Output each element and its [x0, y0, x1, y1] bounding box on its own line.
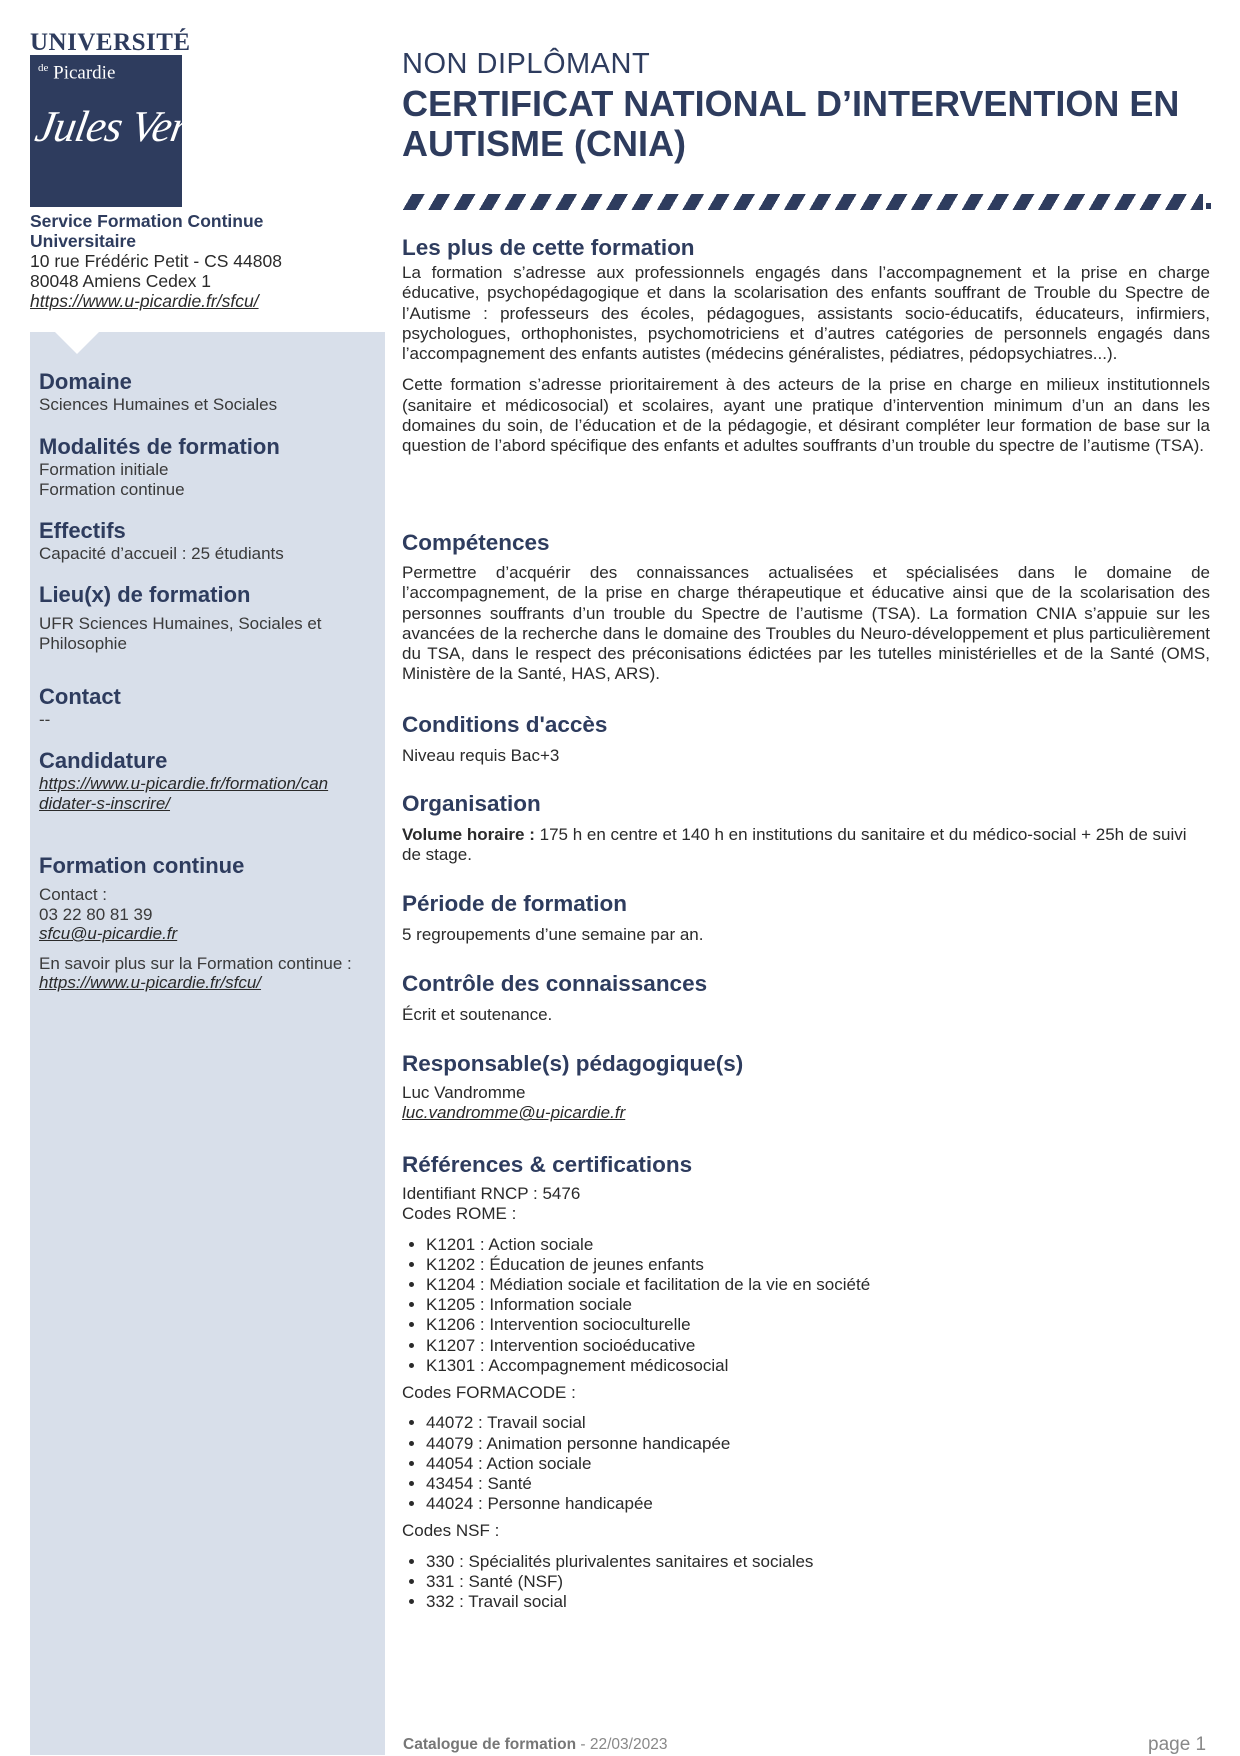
fc-email-link[interactable]: sfcu@u-picardie.fr — [39, 924, 178, 943]
sidebar-lieux — [39, 582, 369, 653]
section-plus — [402, 234, 1210, 457]
lieux-heading: Lieu(x) de formation — [39, 582, 251, 607]
competences-paragraph: Permettre d’acquérir des connaissances actualisées et spécialisées dans le domaine de l’accompagnement, de la prise en charge thérapeutique et éducative ainsi que de la scolarisation des personnes souffrants d’un trouble du Spectre de l’autisme (TSA). La formation CNIA s’appuie sur les avancées de la recherche dans le domaine des Troubles du Neuro-développement et plus particulièrement du TSA, dans le respect des préconisations édictées par les tutelles ministérielles et de la Santé (OMS, Ministère de la Santé, HAS, ARS). — [402, 563, 1210, 684]
section-responsables — [402, 1050, 1210, 1124]
nsf-label: Codes NSF : — [402, 1521, 500, 1541]
address-street: 10 rue Frédéric Petit - CS 44808 — [30, 251, 282, 271]
conditions-text: Niveau requis Bac+3 — [402, 746, 560, 765]
modalite-item: Formation continue — [39, 479, 185, 499]
sidebar-candidature — [39, 748, 369, 813]
controle-heading: Contrôle des connaissances — [402, 971, 708, 996]
address-city: 80048 Amiens Cedex 1 — [30, 271, 211, 291]
list-item: • 332 : Travail social — [426, 1592, 1210, 1612]
candidature-link[interactable]: https://www.u-picardie.fr/formation/candidater-s-inscrire/ — [39, 774, 329, 813]
footer-catalogue — [403, 1736, 667, 1754]
references-heading: Références & certifications — [402, 1152, 693, 1177]
sidebar-formation-continue — [39, 853, 369, 993]
rome-label: Codes ROME : — [402, 1204, 517, 1224]
responsable-email-link[interactable]: luc.vandromme@u-picardie.fr — [402, 1103, 626, 1123]
periode-text: 5 regroupements d’une semaine par an. — [402, 925, 704, 944]
section-conditions — [402, 711, 1210, 766]
logo-signature: Jules Verne — [31, 102, 232, 151]
section-references — [402, 1151, 1210, 1612]
responsable-name: Luc Vandromme — [402, 1083, 526, 1102]
stripe-end-mark — [1206, 203, 1211, 209]
section-periode — [402, 890, 1210, 945]
effectifs-value: Capacité d’accueil : 25 étudiants — [39, 544, 284, 563]
plus-paragraph-2: Cette formation s’adresse prioritairement à des acteurs de la prise en charge en milieux institutionnels (sanitaire et médicosocial) et scolaires, ayant une pratique d’intervention minimum d’un an dans les domaines du soin, de l’éducation et de la pédagogie, et désirant compléter leur formation de base sur la question de l’abord spécifique des enfants et adultes souffrants d’un trouble du spectre de l’autisme (TSA). — [402, 375, 1210, 456]
service-name: Service Formation Continue Universitaire — [30, 211, 264, 251]
periode-heading: Période de formation — [402, 891, 628, 916]
lieux-value: UFR Sciences Humaines, Sociales et Philosophie — [39, 614, 322, 653]
address-block — [30, 211, 360, 311]
conditions-heading: Conditions d'accès — [402, 712, 608, 737]
formacode-label: Codes FORMACODE : — [402, 1383, 576, 1403]
effectifs-heading: Effectifs — [39, 518, 126, 543]
page-title: CERTIFICAT NATIONAL D’INTERVENTION EN AUTISME (CNIA) — [402, 83, 1180, 164]
list-item: • K1207 : Intervention socioéducative — [426, 1336, 1210, 1356]
list-item: • 44079 : Animation personne handicapée — [426, 1434, 1210, 1454]
list-item: • 331 : Santé (NSF) — [426, 1572, 1210, 1592]
fc-more-info — [39, 954, 359, 993]
sidebar-notch — [55, 332, 99, 354]
list-item: • K1202 : Éducation de jeunes enfants — [426, 1255, 1210, 1275]
sidebar-effectifs — [39, 518, 369, 564]
domaine-value: Sciences Humaines et Sociales — [39, 395, 278, 414]
controle-text: Écrit et soutenance. — [402, 1005, 553, 1024]
list-item: • K1205 : Information sociale — [426, 1295, 1210, 1315]
page-kicker: NON DIPLÔMANT — [402, 48, 651, 80]
sidebar-modalites — [39, 434, 369, 499]
volume-horaire-value: 175 h en centre et 140 h en institutions du sanitaire et du médico-social + 25h de suivi de stage. — [402, 825, 1187, 865]
logo-title: UNIVERSITÉ — [30, 31, 195, 55]
list-item: • 43454 : Santé — [426, 1474, 1210, 1494]
section-organisation — [402, 790, 1210, 866]
fc-more-link[interactable]: https://www.u-picardie.fr/sfcu/ — [39, 973, 262, 992]
list-item: • 330 : Spécialités plurivalentes sanitaires et sociales — [426, 1552, 1210, 1572]
volume-horaire-label: Volume horaire : — [402, 825, 535, 844]
responsables-heading: Responsable(s) pédagogique(s) — [402, 1051, 744, 1076]
list-item: • 44072 : Travail social — [426, 1413, 1210, 1433]
organisation-text — [402, 825, 1210, 866]
sidebar-contact — [39, 684, 369, 730]
fc-phone: 03 22 80 81 39 — [39, 904, 153, 924]
plus-paragraph-1: La formation s’adresse aux professionnels engagés dans l’accompagnement et la prise en charge éducative, psychopédagogique et dans la scolarisation des enfants souffrant de Trouble du Spectre de l’Autisme : professeurs des écoles, pédagogues, assistants socio-éducatifs, éducateurs, infirmiers, psychologues, orthophonistes, psychomotriciens et d’autres catégories de personnels engagés dans l’accompagnement des enfants autistes (médecins généralistes, pédiatres, pédopsychiatres...). — [402, 263, 1210, 364]
decorative-stripe — [403, 194, 1203, 210]
sidebar-domaine — [39, 369, 369, 415]
page-number: page 1 — [1148, 1734, 1207, 1755]
organisation-heading: Organisation — [402, 791, 541, 816]
fc-more-text: En savoir plus sur la Formation continue : — [39, 953, 352, 973]
footer-date: - 22/03/2023 — [580, 1736, 668, 1753]
formation-continue-heading: Formation continue — [39, 853, 245, 878]
contact-value: -- — [39, 710, 51, 729]
section-controle — [402, 970, 1210, 1025]
service-url-link[interactable]: https://www.u-picardie.fr/sfcu/ — [30, 291, 259, 311]
contact-heading: Contact — [39, 684, 121, 709]
nsf-list — [402, 1552, 1210, 1613]
list-item: • 44024 : Personne handicapée — [426, 1494, 1210, 1514]
modalites-heading: Modalités de formation — [39, 434, 280, 459]
list-item: • K1206 : Intervention socioculturelle — [426, 1315, 1210, 1335]
domaine-heading: Domaine — [39, 369, 132, 394]
modalite-item: Formation initiale — [39, 460, 169, 479]
fc-contact-label: Contact : — [39, 885, 108, 904]
plus-heading: Les plus de cette formation — [402, 235, 695, 260]
rncp-id: Identifiant RNCP : 5476 — [402, 1184, 581, 1203]
formacode-list — [402, 1413, 1210, 1514]
candidature-heading: Candidature — [39, 748, 168, 773]
competences-heading: Compétences — [402, 530, 550, 555]
list-item: • K1201 : Action sociale — [426, 1235, 1210, 1255]
rome-list — [402, 1235, 1210, 1376]
list-item: • 44054 : Action sociale — [426, 1454, 1210, 1474]
section-competences — [402, 529, 1210, 685]
logo-subtitle: $^{de}$ Picardie — [38, 62, 116, 84]
footer-catalogue-label: Catalogue de formation — [403, 1736, 577, 1753]
list-item: • K1301 : Accompagnement médicosocial — [426, 1356, 1210, 1376]
list-item: • K1204 : Médiation sociale et facilitation de la vie en société — [426, 1275, 1210, 1295]
